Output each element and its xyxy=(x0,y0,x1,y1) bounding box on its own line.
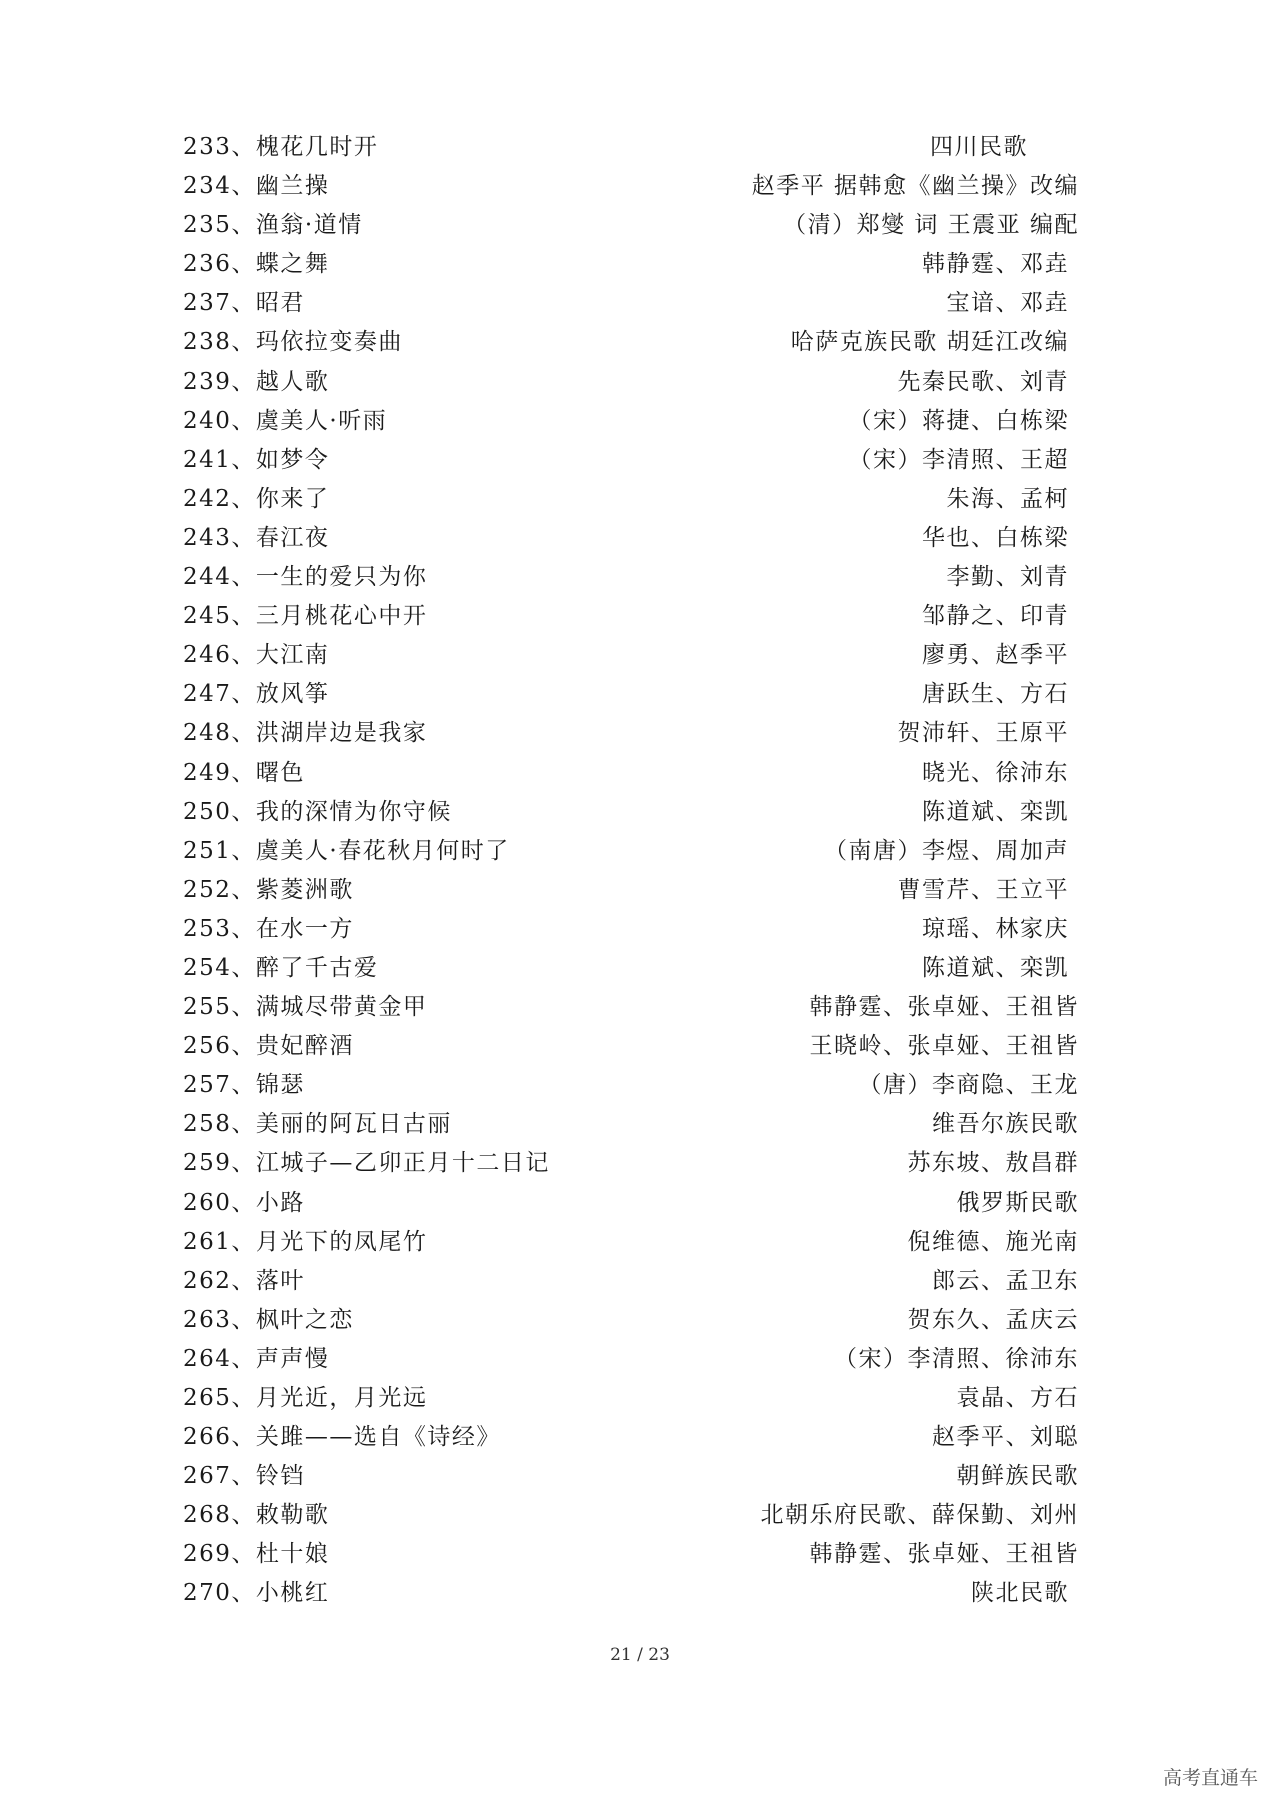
song-entry xyxy=(183,1418,501,1457)
song-number: 242、 xyxy=(183,485,256,512)
song-number: 247、 xyxy=(183,681,256,708)
song-row xyxy=(183,675,1093,714)
song-entry xyxy=(183,519,329,558)
song-credit: 朱海、孟柯 xyxy=(946,485,1069,512)
song-title: 一生的爱只为你 xyxy=(255,564,428,591)
song-entry xyxy=(183,1574,329,1613)
song-title: 渔翁·道情 xyxy=(255,212,363,239)
song-row xyxy=(183,1379,1093,1418)
song-entry xyxy=(183,441,329,480)
song-row xyxy=(183,206,1093,245)
song-title: 枫叶之恋 xyxy=(255,1306,354,1333)
song-entry xyxy=(183,1184,305,1223)
song-title: 落叶 xyxy=(255,1267,305,1294)
song-entry xyxy=(183,636,329,675)
song-title: 玛依拉变奏曲 xyxy=(255,329,403,356)
song-title: 幽兰操 xyxy=(255,173,330,200)
song-entry xyxy=(183,284,305,323)
song-entry xyxy=(183,1535,329,1574)
song-number: 258、 xyxy=(183,1111,256,1138)
song-number: 268、 xyxy=(183,1502,256,1529)
song-entry xyxy=(183,910,354,949)
song-entry xyxy=(183,1379,427,1418)
song-credit: （宋）蒋捷、白栋梁 xyxy=(848,407,1069,434)
song-credit: 李勤、刘青 xyxy=(946,564,1069,591)
song-credit: 唐跃生、方石 xyxy=(922,681,1069,708)
song-entry xyxy=(183,323,403,362)
song-credit: 华也、白栋梁 xyxy=(922,524,1069,551)
song-row xyxy=(183,597,1093,636)
song-row xyxy=(183,988,1093,1027)
song-credit: 琼瑶、林家庆 xyxy=(922,915,1069,942)
song-row xyxy=(183,1262,1093,1301)
song-entry xyxy=(183,402,387,441)
song-entry xyxy=(183,1496,329,1535)
song-number: 266、 xyxy=(183,1424,256,1451)
song-title: 放风筝 xyxy=(255,681,330,708)
song-credit: 韩静霆、张卓娅、王祖皆 xyxy=(809,1541,1079,1568)
song-entry xyxy=(183,128,378,167)
song-credit: （清）郑燮 词 王震亚 编配 xyxy=(783,212,1079,239)
song-number: 249、 xyxy=(183,759,256,786)
song-number: 236、 xyxy=(183,251,256,278)
song-credit: 陈道斌、栾凯 xyxy=(922,954,1069,981)
song-row xyxy=(183,1301,1093,1340)
song-credit: 陈道斌、栾凯 xyxy=(922,798,1069,825)
song-row xyxy=(183,714,1093,753)
song-entry xyxy=(183,714,427,753)
song-title: 满城尽带黄金甲 xyxy=(255,994,428,1021)
song-credit: 赵季平、刘聪 xyxy=(932,1424,1079,1451)
song-number: 243、 xyxy=(183,524,256,551)
song-row xyxy=(183,1105,1093,1144)
song-row xyxy=(183,323,1093,362)
song-number: 245、 xyxy=(183,603,256,630)
song-entry xyxy=(183,1027,354,1066)
song-number: 237、 xyxy=(183,290,256,317)
song-credit: 贺沛轩、王原平 xyxy=(897,720,1069,747)
song-number: 252、 xyxy=(183,876,256,903)
song-title: 小桃红 xyxy=(255,1580,330,1607)
song-number: 262、 xyxy=(183,1267,256,1294)
song-number: 235、 xyxy=(183,212,256,239)
song-entry xyxy=(183,949,378,988)
song-entry xyxy=(183,1223,427,1262)
song-title: 江城子—乙卯正月十二日记 xyxy=(255,1150,550,1177)
song-number: 239、 xyxy=(183,368,256,395)
song-title: 月光近，月光远 xyxy=(255,1385,428,1411)
song-row xyxy=(183,1066,1093,1105)
song-number: 251、 xyxy=(183,837,256,864)
song-title: 贵妃醉酒 xyxy=(255,1033,354,1060)
song-row xyxy=(183,1027,1093,1066)
song-number: 238、 xyxy=(183,329,256,356)
song-title: 杜十娘 xyxy=(255,1541,330,1568)
song-title: 美丽的阿瓦日古丽 xyxy=(255,1111,452,1138)
song-number: 233、 xyxy=(183,134,256,160)
song-number: 261、 xyxy=(183,1228,256,1255)
song-number: 265、 xyxy=(183,1385,256,1411)
song-entry xyxy=(183,1105,452,1144)
song-title: 春江夜 xyxy=(255,524,330,551)
song-row xyxy=(183,949,1093,988)
song-number: 250、 xyxy=(183,798,256,825)
song-credit: 韩静霆、张卓娅、王祖皆 xyxy=(809,994,1079,1021)
song-number: 253、 xyxy=(183,915,256,942)
song-entry xyxy=(183,871,354,910)
song-credit: 廖勇、赵季平 xyxy=(922,642,1069,669)
song-row xyxy=(183,1223,1093,1262)
song-number: 270、 xyxy=(183,1580,256,1607)
song-list xyxy=(183,128,1093,1614)
song-title: 洪湖岸边是我家 xyxy=(255,720,428,747)
song-entry xyxy=(183,1457,305,1496)
song-entry xyxy=(183,480,329,519)
song-credit: 苏东坡、敖昌群 xyxy=(907,1150,1079,1177)
song-title: 锦瑟 xyxy=(255,1072,305,1099)
song-credit: 陕北民歌 xyxy=(971,1580,1069,1607)
song-row xyxy=(183,558,1093,597)
song-entry xyxy=(183,988,427,1027)
song-credit: 韩静霆、邓垚 xyxy=(922,251,1069,278)
song-row xyxy=(183,754,1093,793)
song-number: 248、 xyxy=(183,720,256,747)
song-credit: 维吾尔族民歌 xyxy=(932,1111,1079,1138)
song-title: 小路 xyxy=(255,1189,305,1216)
song-title: 大江南 xyxy=(255,642,330,669)
song-credit: 邹静之、印青 xyxy=(922,603,1069,630)
song-credit: 曹雪芹、王立平 xyxy=(897,876,1069,903)
song-title: 槐花几时开 xyxy=(255,134,379,160)
song-number: 267、 xyxy=(183,1463,256,1490)
song-title: 敕勒歌 xyxy=(255,1502,330,1529)
page-number: 21 / 23 xyxy=(610,1645,670,1665)
song-title: 曙色 xyxy=(255,759,305,786)
song-credit: 先秦民歌、刘青 xyxy=(897,368,1069,395)
song-row xyxy=(183,441,1093,480)
song-entry xyxy=(183,1066,305,1105)
song-credit: 哈萨克族民歌 胡廷江改编 xyxy=(790,329,1069,356)
song-credit: 四川民歌 xyxy=(930,134,1028,160)
song-row xyxy=(183,832,1093,871)
song-number: 241、 xyxy=(183,446,256,473)
song-entry xyxy=(183,597,427,636)
song-title: 关雎——选自《诗经》 xyxy=(255,1424,501,1451)
song-row xyxy=(183,519,1093,558)
song-credit: 俄罗斯民歌 xyxy=(956,1189,1079,1216)
song-entry xyxy=(183,793,452,832)
song-title: 紫菱洲歌 xyxy=(255,876,354,903)
song-title: 昭君 xyxy=(255,290,305,317)
song-entry xyxy=(183,245,329,284)
song-row xyxy=(183,910,1093,949)
song-row xyxy=(183,793,1093,832)
song-row xyxy=(183,284,1093,323)
song-entry xyxy=(183,1262,305,1301)
song-title: 月光下的凤尾竹 xyxy=(255,1228,428,1255)
song-credit: 赵季平 据韩愈《幽兰操》改编 xyxy=(751,173,1079,200)
song-row xyxy=(183,1457,1093,1496)
song-credit: 北朝乐府民歌、薛保勤、刘州 xyxy=(760,1502,1079,1529)
song-row xyxy=(183,1496,1093,1535)
song-row xyxy=(183,245,1093,284)
song-number: 257、 xyxy=(183,1072,256,1099)
song-row xyxy=(183,480,1093,519)
song-row xyxy=(183,871,1093,910)
song-number: 240、 xyxy=(183,407,256,434)
song-entry xyxy=(183,1144,550,1183)
song-entry xyxy=(183,363,329,402)
song-credit: 袁晶、方石 xyxy=(956,1385,1079,1411)
song-row xyxy=(183,1184,1093,1223)
song-entry xyxy=(183,206,363,245)
song-entry xyxy=(183,1301,354,1340)
song-credit: 贺东久、孟庆云 xyxy=(907,1306,1079,1333)
song-number: 263、 xyxy=(183,1306,256,1333)
song-row xyxy=(183,1535,1093,1574)
song-title: 如梦令 xyxy=(255,446,330,473)
song-row xyxy=(183,636,1093,675)
song-title: 你来了 xyxy=(255,485,330,512)
song-title: 虞美人·听雨 xyxy=(255,407,388,434)
song-row xyxy=(183,1418,1093,1457)
song-credit: （宋）李清照、王超 xyxy=(848,446,1069,473)
song-title: 声声慢 xyxy=(255,1345,330,1372)
song-credit: （宋）李清照、徐沛东 xyxy=(834,1345,1079,1372)
song-entry xyxy=(183,1340,329,1379)
song-credit: 倪维德、施光南 xyxy=(907,1228,1079,1255)
song-number: 234、 xyxy=(183,173,256,200)
song-title: 醉了千古爱 xyxy=(255,954,379,981)
song-entry xyxy=(183,167,329,206)
song-number: 255、 xyxy=(183,994,256,1021)
song-row xyxy=(183,128,1093,167)
song-number: 269、 xyxy=(183,1541,256,1568)
song-title: 蝶之舞 xyxy=(255,251,330,278)
song-title: 我的深情为你守候 xyxy=(255,798,452,825)
song-row xyxy=(183,167,1093,206)
watermark: 高考直通车 xyxy=(1162,1767,1258,1789)
song-title: 在水一方 xyxy=(255,915,354,942)
song-row xyxy=(183,1144,1093,1183)
song-row xyxy=(183,363,1093,402)
song-credit: 宝谙、邓垚 xyxy=(946,290,1069,317)
song-entry xyxy=(183,675,329,714)
song-credit: 郎云、孟卫东 xyxy=(932,1267,1079,1294)
song-row xyxy=(183,402,1093,441)
song-number: 260、 xyxy=(183,1189,256,1216)
song-number: 246、 xyxy=(183,642,256,669)
song-number: 254、 xyxy=(183,954,256,981)
song-number: 244、 xyxy=(183,564,256,591)
song-credit: 晓光、徐沛东 xyxy=(922,759,1069,786)
song-row xyxy=(183,1574,1093,1613)
song-number: 259、 xyxy=(183,1150,256,1177)
song-credit: （南唐）李煜、周加声 xyxy=(824,837,1069,864)
song-title: 铃铛 xyxy=(255,1463,305,1490)
song-credit: 王晓岭、张卓娅、王祖皆 xyxy=(809,1033,1079,1060)
song-row xyxy=(183,1340,1093,1379)
song-entry xyxy=(183,558,427,597)
song-entry xyxy=(183,832,510,871)
song-entry xyxy=(183,754,305,793)
song-title: 越人歌 xyxy=(255,368,330,395)
song-number: 264、 xyxy=(183,1345,256,1372)
song-credit: 朝鲜族民歌 xyxy=(956,1463,1079,1490)
song-title: 虞美人·春花秋月何时了 xyxy=(255,837,510,864)
song-number: 256、 xyxy=(183,1033,256,1060)
song-title: 三月桃花心中开 xyxy=(255,603,428,630)
song-credit: （唐）李商隐、王龙 xyxy=(858,1072,1079,1099)
